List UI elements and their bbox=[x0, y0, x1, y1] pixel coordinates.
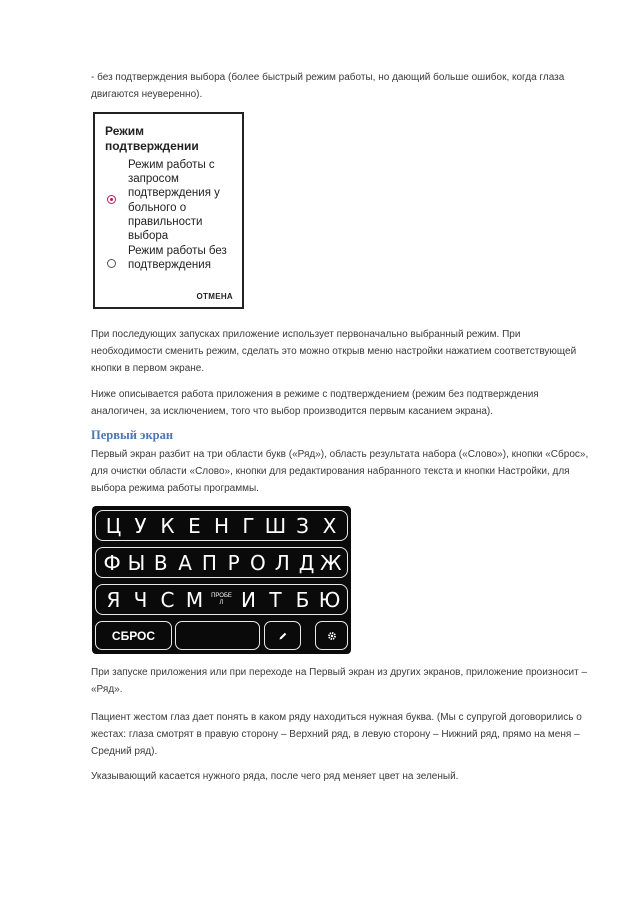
key[interactable]: Г bbox=[242, 513, 255, 538]
key[interactable]: Д bbox=[298, 550, 315, 575]
option-without-confirmation-label[interactable]: Режим работы без подтверждения bbox=[128, 245, 227, 272]
space-key[interactable] bbox=[208, 593, 235, 607]
paragraph-eye-gestures: Пациент жестом глаз дает понять в каком ряду находиться нужная буква. (Мы с супругой договорились о жестах: глаза смотрят в правую сторону – Верхний ряд, в левую сторону – Нижний ряд, прямо на меня – Средний ряд). bbox=[91, 712, 582, 757]
option-with-confirmation-label[interactable]: Режим работы с запросом подтверждения у больного о правильности выбора bbox=[128, 159, 220, 243]
keyboard-screenshot bbox=[92, 506, 351, 654]
key[interactable]: Х bbox=[322, 513, 337, 538]
reset-button[interactable]: СБРОС bbox=[95, 621, 172, 650]
key[interactable]: Е bbox=[188, 513, 201, 538]
key[interactable]: М bbox=[185, 587, 204, 612]
key[interactable]: Ш bbox=[264, 513, 287, 538]
key[interactable]: Н bbox=[213, 513, 230, 538]
pencil-icon bbox=[278, 631, 288, 641]
key[interactable]: Л bbox=[274, 550, 290, 575]
paragraph-mode-without-confirmation: - без подтверждения выбора (более быстрый режим работы, но дающий больше ошибок, когда глаза двигаются неуверенно). bbox=[91, 72, 565, 100]
edit-button[interactable] bbox=[264, 621, 301, 650]
key[interactable]: З bbox=[296, 513, 309, 538]
key[interactable]: И bbox=[241, 587, 256, 612]
key[interactable]: Я bbox=[106, 587, 121, 612]
keyboard-row-middle[interactable] bbox=[95, 547, 348, 578]
paragraph-row-touch: Указывающий касается нужного ряда, после чего ряд меняет цвет на зеленый. bbox=[91, 771, 459, 782]
paragraph-on-launch: При запуске приложения или при переходе на Первый экран из других экранов, приложение произносит – «Ряд». bbox=[91, 667, 588, 695]
paragraph-first-screen: Первый экран разбит на три области букв («Ряд»), область результата набора («Слово»), кнопки «Сброс», для очистки области «Слово», кнопки для редактирования набранного текста и кнопки Настройки, для выбора режима работы программы. bbox=[91, 449, 589, 494]
confirmation-mode-dialog bbox=[93, 112, 244, 309]
key[interactable]: Ы bbox=[127, 550, 146, 575]
key[interactable]: С bbox=[160, 587, 175, 612]
key[interactable]: Ф bbox=[103, 550, 121, 575]
paragraph-subsequent-launches: При последующих запусках приложение использует первоначально выбранный режим. При необходимости сменить режим, сделать это можно открыв меню настройки нажатием соответствующей кнопки в первом экране. bbox=[91, 329, 577, 374]
key[interactable]: Р bbox=[227, 550, 240, 575]
dialog-title: Режим подтверждении bbox=[105, 124, 199, 153]
key[interactable]: П bbox=[201, 550, 217, 575]
key[interactable]: Ч bbox=[133, 587, 148, 612]
radio-with-confirmation[interactable] bbox=[107, 195, 116, 204]
key[interactable]: А bbox=[178, 550, 192, 575]
key[interactable]: У bbox=[134, 513, 147, 538]
space-key-label-top: ПРОБЕ bbox=[211, 592, 232, 599]
gear-icon bbox=[327, 631, 337, 641]
key[interactable]: Т bbox=[269, 587, 282, 612]
key[interactable]: Б bbox=[295, 587, 310, 612]
radio-without-confirmation[interactable] bbox=[107, 259, 116, 268]
space-key-label-bottom: Л bbox=[219, 599, 224, 606]
key[interactable]: К bbox=[160, 513, 175, 538]
paragraph-confirmation-mode: Ниже описывается работа приложения в режиме с подтверждением (режим без подтверждения аналогичен, за исключением, того что выбор производится первым касанием экрана). bbox=[91, 389, 539, 417]
key[interactable]: Ж bbox=[320, 550, 342, 575]
key[interactable]: Ю bbox=[318, 587, 341, 612]
cancel-button[interactable]: ОТМЕНА bbox=[196, 292, 233, 301]
keyboard-row-bottom[interactable] bbox=[95, 584, 348, 615]
keyboard-row-top[interactable] bbox=[95, 510, 348, 541]
word-field[interactable] bbox=[175, 621, 260, 650]
section-heading: Первый экран bbox=[91, 428, 174, 442]
key[interactable]: Ц bbox=[105, 513, 122, 538]
key[interactable]: О bbox=[250, 550, 266, 575]
key[interactable]: В bbox=[153, 550, 168, 575]
settings-button[interactable] bbox=[315, 621, 348, 650]
